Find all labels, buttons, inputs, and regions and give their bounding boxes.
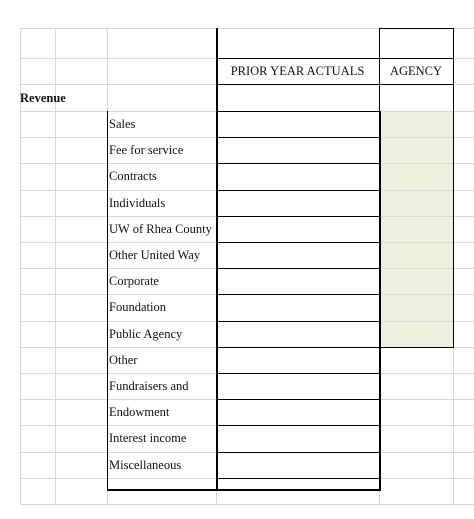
border-agency-right — [453, 28, 454, 347]
agency-header: AGENCY — [389, 64, 443, 78]
border-prior-row — [216, 321, 380, 322]
border-prior-row — [216, 373, 380, 374]
agency-input-cell — [380, 164, 453, 189]
border-prior-row — [216, 111, 380, 112]
border-prior-row — [216, 347, 380, 348]
line-item-label: Fundraisers and — [109, 379, 189, 393]
prior-year-actuals-header: PRIOR YEAR ACTUALS — [230, 64, 365, 78]
line-item-label: Foundation — [109, 300, 166, 315]
border-prior-row — [216, 399, 380, 400]
border-agency-top — [379, 28, 454, 29]
line-item-label: Corporate — [109, 274, 159, 289]
border-prior-row — [216, 190, 380, 191]
border-prior-row — [216, 163, 380, 164]
revenue-section-label: Revenue — [20, 91, 66, 105]
line-item-label: Other — [109, 352, 138, 367]
line-item-label: Contracts — [109, 169, 157, 184]
agency-input-cell — [380, 243, 453, 268]
border-prior-left — [216, 28, 218, 490]
border-prior-row — [216, 268, 380, 269]
border-label-left — [107, 111, 108, 490]
border-agency-bottom — [379, 347, 454, 348]
line-item-label: Public Agency — [109, 326, 183, 341]
line-item-label: Fee for service — [109, 143, 184, 158]
border-prior-row — [216, 478, 380, 479]
border-prior-row — [216, 452, 380, 453]
border-prior-row — [216, 216, 380, 217]
border-prior-row — [216, 425, 380, 426]
agency-input-cell — [380, 269, 453, 294]
line-item-label: Individuals — [109, 195, 166, 210]
line-item-label: Sales — [109, 117, 136, 131]
border-header-bottom — [216, 84, 454, 85]
agency-input-cell — [380, 295, 453, 320]
border-table-bottom — [107, 489, 381, 491]
gridline-row — [20, 504, 474, 505]
line-item-label: Miscellaneous — [109, 457, 182, 472]
line-item-label: UW of Rhea County — [109, 221, 212, 236]
border-prior-row — [216, 294, 380, 295]
agency-input-cell — [380, 217, 453, 242]
border-prior-right — [379, 111, 381, 490]
line-item-label: Endowment — [109, 405, 170, 420]
agency-input-cell — [380, 138, 453, 163]
border-prior-row — [216, 242, 380, 243]
border-prior-row — [216, 137, 380, 138]
agency-input-cell — [380, 112, 453, 137]
agency-input-cell — [380, 322, 453, 347]
line-item-label: Other United Way — [109, 248, 201, 262]
agency-input-cell — [380, 191, 453, 216]
line-item-label: Interest income — [109, 431, 187, 446]
